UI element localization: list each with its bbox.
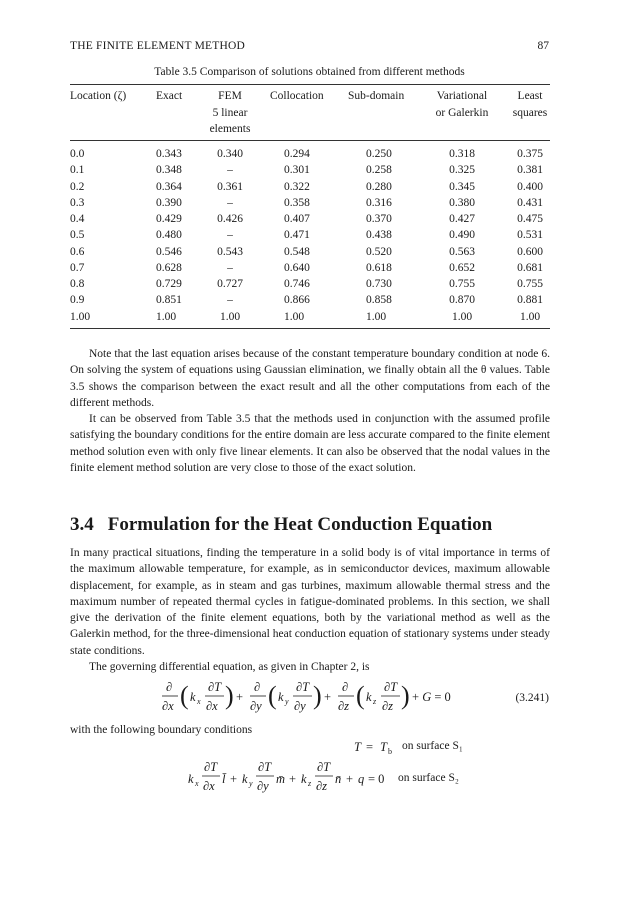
svg-text:+: +: [236, 690, 244, 704]
table-top-rule: [70, 84, 550, 85]
table-cell-collocation: 1.00: [284, 310, 305, 323]
table-cell-collocation: 0.548: [284, 245, 310, 258]
table-cell-subdomain: 0.730: [366, 278, 392, 290]
svg-text:): ): [401, 681, 410, 710]
table-cell-fem: –: [227, 164, 233, 177]
column-least-squares: [510, 146, 550, 325]
column-exact: [156, 146, 182, 325]
svg-text:∂: ∂: [166, 680, 173, 694]
section-heading: [70, 514, 492, 536]
header-fem-line3: elements: [209, 123, 251, 135]
svg-text:z: z: [373, 697, 377, 706]
table-cell-collocation: 0.294: [284, 148, 310, 160]
header-least-line2: squares: [512, 106, 548, 119]
table-cell-fem: –: [227, 294, 233, 307]
table-cell-exact: 0.729: [156, 278, 182, 290]
svg-text:T: T: [380, 740, 387, 754]
table-cell-least-squares: 0.681: [517, 261, 543, 274]
table-cell-exact: 0.364: [156, 180, 182, 193]
table-cell-location: 0.7: [70, 261, 85, 274]
page-number: 87: [537, 40, 549, 52]
table-cell-exact: 0.429: [156, 213, 182, 225]
svg-text:(: (: [268, 681, 277, 710]
svg-text:y: y: [249, 779, 253, 788]
header-variational-line2: or Galerkin: [435, 106, 489, 119]
table-cell-subdomain: 0.316: [366, 196, 392, 209]
svg-text:∂T: ∂T: [258, 760, 272, 774]
svg-text:(: (: [356, 681, 365, 710]
table-cell-collocation: 0.358: [284, 196, 310, 209]
table-cell-least-squares: 0.531: [517, 229, 543, 242]
header-least-line1: Least: [517, 90, 543, 102]
svg-text:k: k: [366, 690, 372, 704]
svg-text:+: +: [324, 690, 332, 704]
paragraph-3: In many practical situations, finding the temperature in a solid body is of vital importance in terms of the maximum allowable temperature, for example, as in semiconductor devices, maximum allowable displacement, for example, as in steam and gas turbines, maximum allowable thermal stress and the maximum number of repeated thermal cycles in fatigue-dominated problems. In this section, we shall give the derivation of the finite element equations, both by the variational method as well as the Galerkin method, for the three-dimensional heat conduction equation of stationary systems under steady state conditions.: [70, 547, 550, 657]
svg-text:+ G = 0: + G = 0: [412, 690, 451, 704]
column-subdomain: [366, 146, 392, 325]
header-least-squares: [510, 88, 550, 121]
svg-text:∂x: ∂x: [203, 779, 215, 793]
header-variational-line1: Variational: [436, 90, 488, 102]
running-head: THE FINITE ELEMENT METHOD: [70, 40, 246, 52]
table-cell-exact: 0.343: [156, 148, 182, 160]
table-cell-variational: 0.325: [449, 164, 475, 177]
header-fem: [205, 88, 255, 138]
table-cell-variational: 0.563: [449, 245, 475, 258]
svg-text:y: y: [285, 697, 289, 706]
table-cell-exact: 1.00: [156, 310, 177, 323]
table-cell-location: 0.9: [70, 294, 85, 307]
table-cell-collocation: 0.471: [284, 229, 310, 242]
svg-text:∂y: ∂y: [294, 699, 306, 713]
header-exact: Exact: [156, 90, 183, 102]
table-cell-collocation: 0.322: [284, 180, 310, 193]
svg-text:+: +: [289, 772, 297, 786]
table-cell-location: 1.00: [70, 310, 91, 323]
column-location: [70, 146, 90, 325]
table-cell-least-squares: 0.431: [517, 196, 543, 209]
svg-text:k: k: [242, 772, 248, 786]
table-cell-variational: 0.870: [449, 294, 475, 307]
svg-text:n̄: n̄: [335, 772, 342, 786]
svg-text:T: T: [354, 740, 361, 754]
svg-text:∂x: ∂x: [162, 699, 174, 713]
table-cell-subdomain: 0.438: [366, 229, 392, 242]
table-cell-least-squares: 0.400: [517, 180, 543, 193]
header-fem-line1: FEM: [218, 90, 242, 102]
paragraph-4: The governing differential equation, as given in Chapter 2, is: [89, 661, 370, 673]
svg-text:∂z: ∂z: [316, 779, 328, 793]
section-number: 3.4: [70, 514, 94, 535]
svg-text:∂T: ∂T: [208, 680, 222, 694]
svg-text:q: q: [358, 772, 365, 786]
table-cell-variational: 0.345: [449, 180, 475, 193]
table-cell-exact: 0.480: [156, 229, 182, 242]
svg-text:x: x: [195, 779, 199, 788]
table-cell-location: 0.5: [70, 229, 85, 242]
table-cell-subdomain: 1.00: [366, 310, 387, 323]
table-cell-subdomain: 0.618: [366, 261, 392, 274]
svg-text:): ): [225, 681, 234, 710]
boundary-condition-2-equation: [188, 758, 398, 800]
header-variational: [430, 88, 494, 121]
svg-text:x: x: [197, 697, 201, 706]
column-fem: [205, 146, 255, 325]
table-cell-least-squares: 0.755: [517, 278, 543, 290]
column-collocation: [284, 146, 310, 325]
table-cell-variational: 0.318: [449, 148, 475, 160]
svg-text:=: =: [366, 740, 374, 754]
svg-text:∂: ∂: [342, 680, 349, 694]
svg-text:): ): [313, 681, 322, 710]
table-cell-subdomain: 0.280: [366, 180, 392, 193]
table-cell-collocation: 0.301: [284, 164, 310, 177]
table-cell-fem: 0.543: [217, 245, 243, 258]
table-cell-subdomain: 0.520: [366, 245, 392, 258]
svg-text:∂T: ∂T: [204, 760, 218, 774]
svg-text:∂T: ∂T: [317, 760, 331, 774]
table-cell-least-squares: 0.475: [517, 213, 543, 225]
svg-text:(: (: [180, 681, 189, 710]
svg-text:∂z: ∂z: [338, 699, 350, 713]
table-cell-location: 0.1: [70, 164, 85, 177]
table-cell-least-squares: 0.881: [517, 294, 543, 307]
equation-number: (3.241): [515, 692, 549, 704]
table-cell-fem: –: [227, 261, 233, 274]
table-cell-fem: –: [227, 196, 233, 209]
table-cell-subdomain: 0.258: [366, 164, 392, 177]
table-cell-exact: 0.546: [156, 245, 182, 258]
table-cell-location: 0.3: [70, 196, 85, 209]
svg-text:∂z: ∂z: [382, 699, 394, 713]
section-title: Formulation for the Heat Conduction Equation: [107, 514, 493, 535]
table-cell-subdomain: 0.858: [366, 294, 392, 307]
table-cell-least-squares: 0.381: [517, 164, 543, 177]
svg-text:k: k: [190, 690, 196, 704]
governing-equation: [160, 676, 460, 720]
table-cell-collocation: 0.640: [284, 261, 310, 274]
table-cell-location: 0.2: [70, 180, 85, 193]
svg-text:k: k: [188, 772, 194, 786]
table-cell-exact: 0.628: [156, 261, 182, 274]
table-cell-exact: 0.390: [156, 196, 182, 209]
table-cell-variational: 0.427: [449, 213, 475, 225]
table-bottom-rule: [70, 328, 550, 329]
paragraph-1: Note that the last equation arises because of the constant temperature boundary condition at node 6. On solving the system of equations using Gaussian elimination, we finally obtain all the θ values. Table 3.5 shows the comparison between the exact result and all the other computations from each of the different methods.: [70, 348, 550, 409]
svg-text:∂y: ∂y: [257, 779, 269, 793]
svg-text:l̄: l̄: [222, 772, 226, 786]
svg-text:k: k: [301, 772, 307, 786]
svg-text:= 0: = 0: [368, 772, 385, 786]
header-collocation: Collocation: [270, 90, 324, 102]
table-cell-variational: 1.00: [451, 310, 473, 323]
table-cell-fem: 0.361: [217, 180, 243, 193]
paragraph-2: It can be observed from Table 3.5 that the methods used in conjunction with the assumed profile satisfying the boundary conditions for the entire domain are less accurate compared to the finite element method solution even with only five linear elements. It can also be observed that the nodal values in the finite element method solution are very close to those of the exact solution.: [70, 413, 550, 474]
table-cell-location: 0.0: [70, 148, 85, 160]
svg-text:∂T: ∂T: [296, 680, 310, 694]
svg-text:∂y: ∂y: [250, 699, 262, 713]
svg-text:k: k: [278, 690, 284, 704]
header-subdomain: Sub-domain: [348, 90, 405, 102]
svg-text:m̄: m̄: [276, 772, 286, 786]
table-caption: Table 3.5 Comparison of solutions obtained from different methods: [154, 66, 465, 78]
table-cell-exact: 0.348: [156, 164, 182, 177]
table-cell-least-squares: 1.00: [519, 310, 541, 323]
table-cell-location: 0.4: [70, 213, 85, 225]
boundary-condition-1-surface: on surface S₁: [402, 740, 463, 752]
svg-text:+: +: [346, 772, 354, 786]
table-cell-location: 0.8: [70, 278, 85, 290]
table-cell-variational: 0.490: [449, 229, 475, 242]
svg-text:∂T: ∂T: [384, 680, 398, 694]
table-cell-collocation: 0.746: [284, 278, 310, 290]
table-cell-fem: 1.00: [219, 310, 241, 323]
table-cell-least-squares: 0.375: [517, 148, 543, 160]
svg-text:b: b: [388, 747, 392, 756]
table-cell-fem: 0.426: [217, 213, 243, 225]
table-cell-collocation: 0.407: [284, 213, 310, 225]
table-cell-location: 0.6: [70, 245, 85, 258]
table-cell-fem: –: [227, 229, 233, 242]
table-cell-variational: 0.755: [449, 278, 475, 290]
header-fem-line2: 5 linear: [212, 106, 248, 119]
table-cell-subdomain: 0.250: [366, 148, 392, 160]
svg-text:+: +: [230, 772, 238, 786]
svg-text:∂x: ∂x: [206, 699, 218, 713]
table-cell-variational: 0.652: [449, 261, 475, 274]
paragraph-5: with the following boundary conditions: [70, 724, 253, 736]
header-location: Location (ζ): [70, 90, 127, 102]
table-cell-fem: 0.340: [217, 148, 243, 160]
column-variational: [430, 146, 494, 325]
table-cell-subdomain: 0.370: [366, 213, 392, 225]
svg-text:z: z: [308, 779, 312, 788]
table-header-rule: [70, 140, 550, 141]
boundary-condition-2-surface: on surface S₂: [398, 772, 459, 784]
table-cell-collocation: 0.866: [284, 294, 310, 307]
table-cell-fem: 0.727: [217, 278, 243, 290]
table-cell-variational: 0.380: [449, 196, 475, 209]
table-cell-least-squares: 0.600: [517, 245, 543, 258]
svg-text:∂: ∂: [254, 680, 261, 694]
table-cell-exact: 0.851: [156, 294, 182, 307]
